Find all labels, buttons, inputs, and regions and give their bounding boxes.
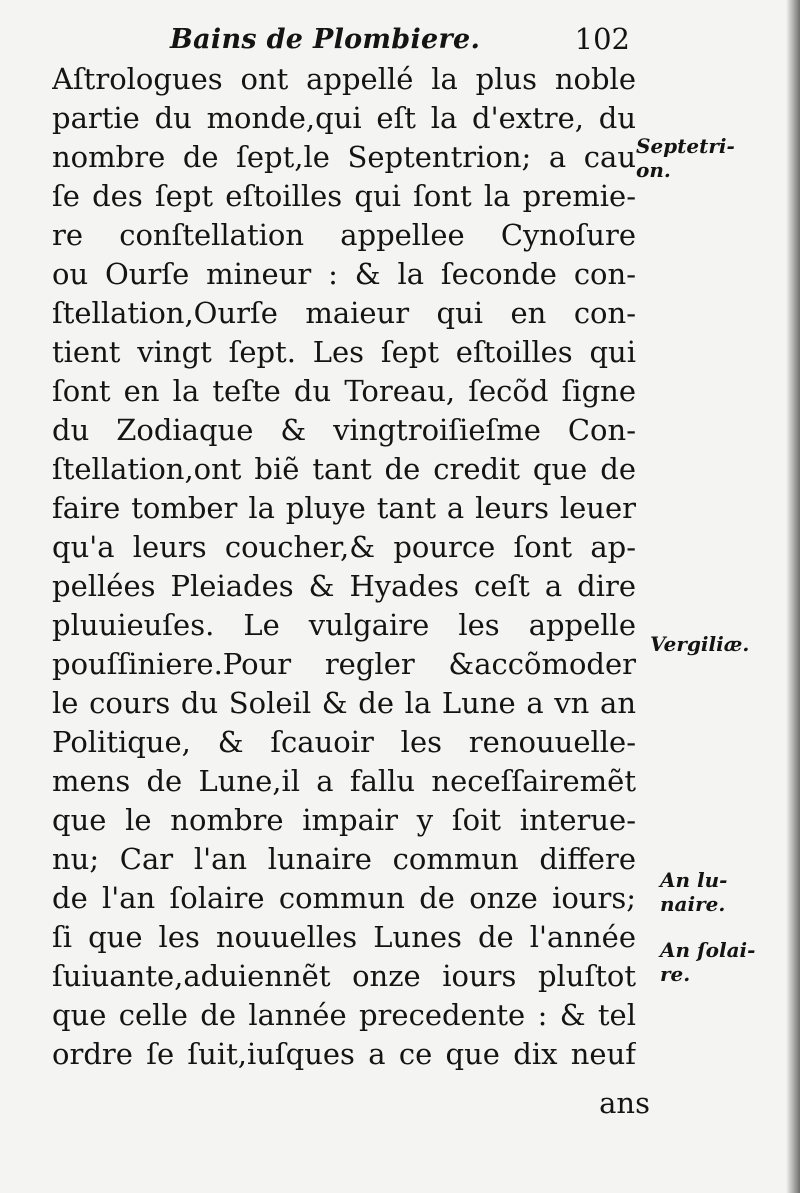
catchword: ans — [599, 1086, 650, 1120]
text-line: pluuieuſes. Le vulgaire les appelle — [52, 608, 636, 642]
text-line: ſi que les nouuelles Lunes de l'année — [52, 920, 636, 954]
text-line: pouſſiniere.Pour regler &accõmoder — [52, 647, 636, 681]
text-line: mens de Lune,il a fallu neceſſairemẽt — [52, 764, 636, 798]
margin-note-an-lunaire: An lu- naire. — [660, 868, 728, 916]
page-number: 102 — [574, 22, 630, 56]
text-line: qu'a leurs coucher,& pource ſont ap- — [52, 530, 636, 564]
text-line: Aſtrologues ont appellé la plus noble — [52, 62, 636, 96]
text-line: ſtellation,Ourſe maieur qui en con- — [52, 296, 636, 330]
text-line: partie du monde,qui eſt la d'extre, du — [52, 101, 636, 135]
text-line: ordre ſe ſuit,iuſques a ce que dix neuf — [52, 1037, 636, 1071]
text-line: ſuiuante,aduiennẽt onze iours pluſtot — [52, 959, 636, 993]
text-line: que le nombre impair y ſoit interue- — [52, 803, 636, 837]
page-header — [160, 18, 630, 62]
text-line: Politique, & ſcauoir les renouuelle- — [52, 725, 636, 759]
margin-notes — [636, 0, 780, 1193]
text-line: tient vingt ſept. Les ſept eſtoilles qui — [52, 335, 636, 369]
text-line: ſe des ſept eſtoilles qui ſont la premie- — [52, 179, 636, 213]
text-line: ſont en la teſte du Toreau, ſecõd ſigne — [52, 374, 636, 408]
margin-note-septentrion: Septetri- on. — [636, 134, 735, 182]
text-line: de l'an ſolaire commun de onze iours; — [52, 881, 636, 915]
text-line: ou Ourſe mineur : & la ſeconde con- — [52, 257, 636, 291]
text-line: re conſtellation appellee Cynoſure — [52, 218, 636, 252]
margin-note-vergiliae: Vergiliæ. — [650, 632, 750, 656]
text-line: que celle de lannée precedente : & tel — [52, 998, 636, 1032]
text-line: du Zodiaque & vingtroiſieſme Con- — [52, 413, 636, 447]
text-line: pellées Pleiades & Hyades ceſt a dire — [52, 569, 636, 603]
text-line: nombre de ſept,le Septentrion; a cau — [52, 140, 636, 174]
margin-note-an-solaire: An ſolai- re. — [660, 938, 756, 986]
text-line: faire tomber la pluye tant a leurs leuer — [52, 491, 636, 525]
text-line: ſtellation,ont biẽ tant de credit que de — [52, 452, 636, 486]
running-head: Bains de Plombiere. — [170, 24, 481, 55]
body-text — [52, 60, 636, 1074]
text-line: le cours du Soleil & de la Lune a vn an — [52, 686, 636, 720]
text-line: nu; Car l'an lunaire commun differe — [52, 842, 636, 876]
binding-shadow — [786, 0, 800, 1193]
